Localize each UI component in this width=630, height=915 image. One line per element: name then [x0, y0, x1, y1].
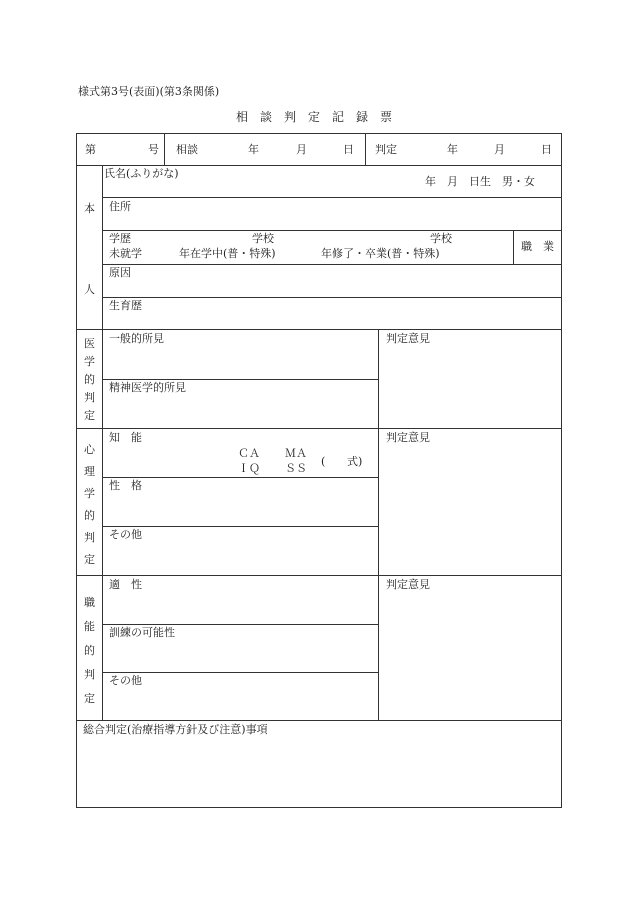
psych-side-6: 定: [84, 553, 95, 566]
school-2: 学校: [430, 232, 452, 245]
voc-side-5: 定: [84, 692, 95, 705]
ma-label: ＭＡ: [285, 447, 307, 460]
cause-label: 原因: [109, 266, 131, 279]
voc-side-3: 的: [84, 644, 95, 657]
psych-side-5: 判: [84, 531, 95, 544]
address-label: 住所: [109, 200, 131, 213]
consult-month: 月: [296, 143, 307, 156]
judge-year: 年: [447, 143, 458, 156]
aptitude-label: 適 性: [109, 578, 142, 591]
enrolled: 年在学中(普・特殊): [179, 247, 276, 260]
medical-side-2: 学: [84, 355, 95, 368]
voc-opinion: 判定意見: [386, 578, 430, 591]
voc-side-1: 職: [84, 596, 95, 609]
personality-label: 性 格: [109, 479, 142, 492]
ss-label: ＳＳ: [285, 462, 307, 475]
name-label: 氏名(ふりがな): [104, 167, 179, 180]
voc-side-2: 能: [84, 620, 95, 633]
iq-label: ＩＱ: [238, 462, 260, 475]
consult-day: 日: [343, 143, 354, 156]
medical-side-3: 的: [84, 373, 95, 386]
consult-label: 相談: [176, 143, 198, 156]
judge-label: 判定: [375, 143, 397, 156]
person-side-top: 本: [84, 202, 95, 215]
number-prefix: 第: [85, 143, 96, 156]
summary-label: 総合判定(治療指導方針及び注意)事項: [83, 723, 268, 736]
voc-side-4: 判: [84, 668, 95, 681]
education-label: 学歴: [109, 232, 131, 245]
number-suffix: 号: [148, 143, 159, 156]
form-label: 様式第3号(表面)(第3条関係): [78, 85, 220, 98]
test-paren-open: (: [321, 455, 326, 468]
medical-side-4: 判: [84, 391, 95, 404]
form-title: 相 談 判 定 記 録 票: [236, 110, 393, 124]
medical-side-1: 医: [84, 337, 95, 350]
psych-side-3: 学: [84, 487, 95, 500]
psych-side-4: 的: [84, 509, 95, 522]
history-label: 生育歴: [109, 299, 142, 312]
psychiatric-findings: 精神医学的所見: [109, 381, 186, 394]
consult-year: 年: [248, 143, 259, 156]
occupation-label: 職 業: [521, 240, 554, 253]
graduated: 年修了・卒業(普・特殊): [321, 247, 440, 260]
school-1: 学校: [252, 232, 274, 245]
unschooled: 未就学: [109, 247, 142, 260]
person-side-bottom: 人: [84, 283, 95, 296]
psych-side-2: 理: [84, 465, 95, 478]
psych-side-1: 心: [84, 443, 95, 456]
judge-month: 月: [494, 143, 505, 156]
birth-sex: 年 月 日生 男・女: [425, 175, 535, 188]
psych-other-label: その他: [109, 528, 142, 541]
judge-day: 日: [541, 143, 552, 156]
test-type: 式): [347, 455, 363, 468]
medical-opinion: 判定意見: [386, 332, 430, 345]
intelligence-label: 知 能: [109, 431, 142, 444]
medical-side-5: 定: [84, 409, 95, 422]
training-label: 訓練の可能性: [109, 626, 175, 639]
general-findings: 一般的所見: [109, 332, 164, 345]
ca-label: ＣＡ: [238, 447, 260, 460]
voc-other-label: その他: [109, 674, 142, 687]
psych-opinion: 判定意見: [386, 431, 430, 444]
